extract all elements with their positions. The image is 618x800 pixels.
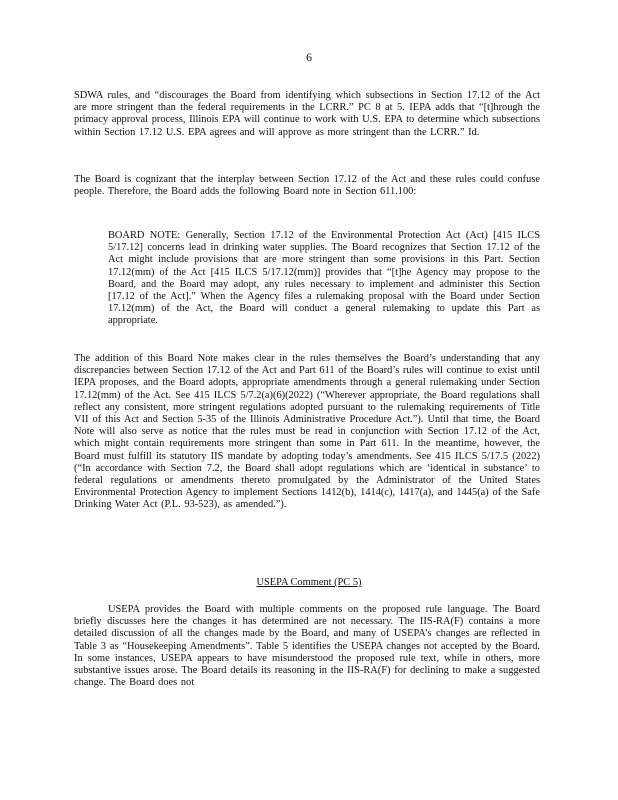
board-note-text: BOARD NOTE: Generally, Section 17.12 of the Environmental Protection Act (Act) [415 ILCS 5/17.12] concerns lead in drinking water supplies. The Board recognizes that Section 17.12 of the Act might include provisions that are more stringent than some provisions in this Part. Section 17.12(mm) of the Act [415 ILCS 5/17.12(mm)] provides that “[t]he Agency may propose to the Board, and the Board may adopt, any rules necessary to implement and administer this Section [17.12 of the Act].” When the Agency files a rulemaking proposal with the Board under Section 17.12(mm) of the Act, the Board will conduct a general rulemaking to update this Part as appropriate.: [108, 230, 540, 327]
paragraph-text: USEPA provides the Board with multiple comments on the proposed rule language. The Board briefly discusses here the changes it has determined are not necessary. The IIS-RA(F) contains a more detailed discussion of all the changes made by the Board, and many of USEPA’s changes are reflected in Table 3 as “Housekeeping Amendments”. Table 5 identifies the USEPA changes not accepted by the Board. In some instances, USEPA appears to have misunderstood the proposed rule text, while in others, more substantive issues arose. The Board details its reasoning in the IIS-RA(F) for declining to make a suggested change. The Board does not: [74, 604, 540, 689]
paragraph-board-cognizant: [74, 174, 540, 198]
paragraph-iepa-comment: [74, 90, 540, 139]
board-note-quote: [108, 230, 540, 328]
section-heading: [0, 577, 618, 588]
paragraph-usepa-comments: [74, 604, 540, 689]
paragraph-text: The Board is cognizant that the interplay between Section 17.12 of the Act and these rules could confuse people. Therefore, the Board adds the following Board note in Section 611.100:: [74, 174, 540, 198]
paragraph-text: SDWA rules, and “discourages the Board from identifying which subsections in Section 17.12 of the Act are more stringent than the federal requirements in the LCRR.” PC 8 at 5. IEPA adds that “[t]hrough the primacy approval process, Illinois EPA will continue to work with U.S. EPA to determine which subsections within Section 17.12 U.S. EPA agrees and will approve as more stringent than the LCRR.” Id.: [74, 90, 540, 138]
paragraph-text: The addition of this Board Note makes clear in the rules themselves the Board’s understanding that any discrepancies between Section 17.12 of the Act and Part 611 of the Board’s rules will continue to exist until IEPA proposes, and the Board adopts, appropriate amendments through a general rulemaking under Section 17.12(mm) of the Act. See 415 ILCS 5/7.2(a)(6)(2022) (“Wherever appropriate, the Board regulations shall reflect any consistent, more stringent regulations adopted pursuant to the rulemaking requirements of Title VII of this Act and Section 5-35 of the Illinois Administrative Procedure Act.”). Until that time, the Board Note will also serve as notice that the rules must be read in conjunction with Section 17.12 of the Act, which might contain requirements more stringent than some in Part 611. In the meantime, however, the Board must fulfill its statutory IIS mandate by adopting today’s amendments. See 415 ILCS 5/17.5 (2022) (“In accordance with Section 7.2, the Board shall adopt regulations which are ‘identical in substance’ to federal regulations or amendments thereto promulgated by the Administrator of the United States Environmental Protection Agency to implement Sections 1412(b), 1414(c), 1417(a), and 1445(a) of the Safe Drinking Water Act (P.L. 93-523), as amended.”).: [74, 353, 540, 511]
page-number: 6: [306, 50, 312, 64]
paragraph-board-note-addition: [74, 353, 540, 512]
section-heading-text: USEPA Comment (PC 5): [256, 577, 362, 588]
